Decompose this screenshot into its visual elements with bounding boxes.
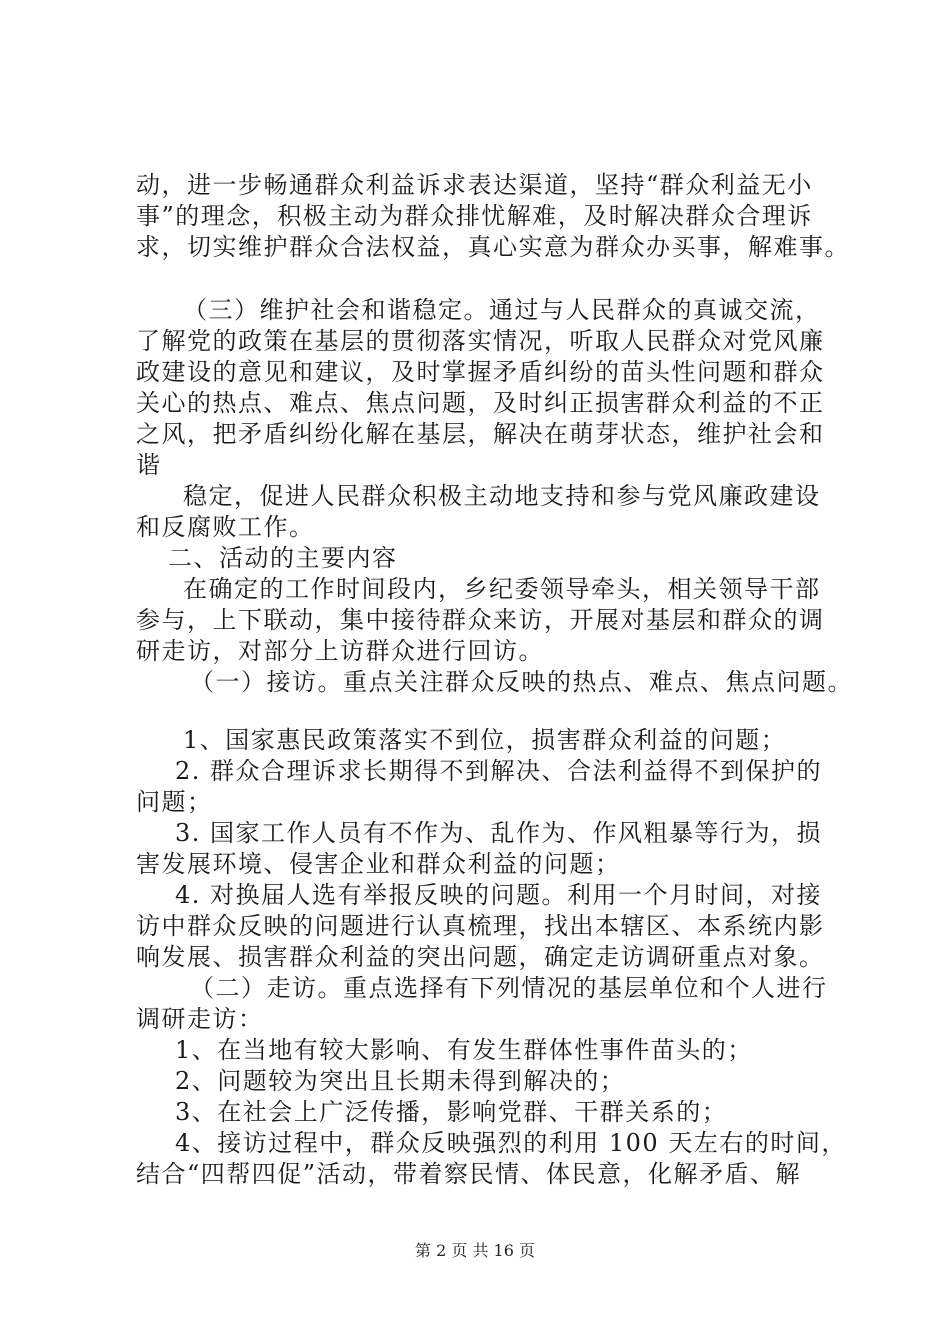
text-line: 害发展环境、侵害企业和群众利益的问题；: [136, 850, 621, 878]
text-line: 访中群众反映的问题进行认真梳理，找出本辖区、本系统内影: [136, 912, 825, 940]
text-line: 之风，把矛盾纠纷化解在基层，解决在萌芽状态，维护社会和: [136, 420, 825, 448]
text-line: 了解党的政策在基层的贯彻落实情况，听取人民群众对党风廉: [136, 327, 825, 355]
text-line: 政建设的意见和建议，及时掌握矛盾纠纷的苗头性问题和群众: [136, 358, 825, 386]
list-item: 4. 对换届人选有举报反映的问题。利用一个月时间，对接: [175, 881, 823, 909]
text-line: 参与，上下联动，集中接待群众来访，开展对基层和群众的调: [136, 606, 825, 634]
text-line: 在确定的工作时间段内，乡纪委领导牵头，相关领导干部: [183, 575, 821, 603]
text-line: 和反腐败工作。: [136, 513, 315, 541]
text-line: 问题；: [136, 788, 213, 816]
text-line: 事”的理念，积极主动为群众排忧解难，及时解决群众合理诉: [136, 202, 813, 230]
list-item: 1、国家惠民政策落实不到位，损害群众利益的问题；: [183, 726, 787, 754]
list-item: 2. 群众合理诉求长期得不到解决、合法利益得不到保护的: [175, 757, 823, 785]
list-item: 1、在当地有较大影响、有发生群体性事件苗头的；: [175, 1036, 753, 1064]
text-line: 研走访，对部分上访群众进行回访。: [136, 637, 544, 665]
list-item: 4、接访过程中，群众反映强烈的利用 100 天左右的时间，: [175, 1129, 847, 1157]
text-line: 结合“四帮四促”活动，带着察民情、体民意，化解矛盾、解: [136, 1160, 802, 1188]
page-number: 第 2 页 共 16 页: [415, 1241, 535, 1260]
text-line: 谐: [136, 451, 162, 479]
list-item: 2、问题较为突出且长期未得到解决的；: [175, 1067, 626, 1095]
text-line: 求，切实维护群众合法权益，真心实意为群众办买事，解难事。: [136, 233, 850, 261]
section-heading: 二、活动的主要内容: [168, 544, 398, 572]
text-line: （三）维护社会和谐稳定。通过与人民群众的真诚交流，: [183, 296, 821, 324]
text-line: 稳定，促进人民群众积极主动地支持和参与党风廉政建设: [183, 482, 821, 510]
text-line: 关心的热点、难点、焦点问题，及时纠正损害群众利益的不正: [136, 389, 825, 417]
text-line: 响发展、损害群众利益的突出问题，确定走访调研重点对象。: [136, 943, 825, 971]
text-line: 动，进一步畅通群众利益诉求表达渠道，坚持“群众利益无小: [136, 171, 813, 199]
list-item: 3. 国家工作人员有不作为、乱作为、作风粗暴等行为，损: [175, 819, 823, 847]
subsection-heading: （二）走访。重点选择有下列情况的基层单位和个人进行: [190, 974, 828, 1002]
list-item: 3、在社会上广泛传播，影响党群、干群关系的；: [175, 1098, 728, 1126]
text-line: 调研走访：: [136, 1005, 264, 1033]
subsection-heading: （一）接访。重点关注群众反映的热点、难点、焦点问题。: [190, 668, 853, 696]
